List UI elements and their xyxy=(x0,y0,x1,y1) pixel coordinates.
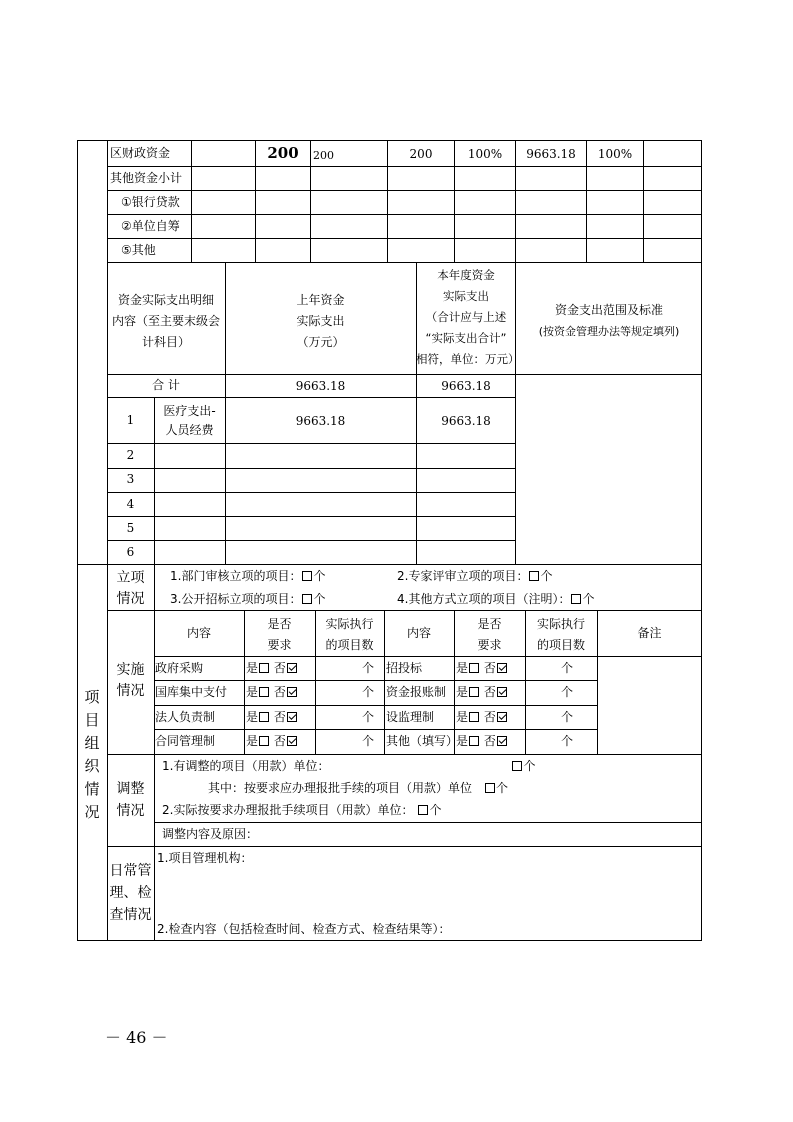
lixiang-item: 4.其他方式立项的项目（注明）： 个 xyxy=(397,592,595,606)
detail-header-content: 资金实际支出明细 内容（至主要末级会 计科目） xyxy=(111,293,220,349)
detail-header-prev-year: 上年资金 实际支出 （万元） xyxy=(296,293,345,349)
checkbox-yes[interactable] xyxy=(469,712,479,722)
shishi-header-content: 内容 xyxy=(406,626,431,640)
yes-no-choice: 是 否 xyxy=(456,685,508,700)
fund-source-label: ②单位自筹 xyxy=(121,219,180,233)
shishi-header-required: 是否 要求 xyxy=(267,617,292,652)
lixiang-label: 立项 情况 xyxy=(116,570,145,607)
fund-source-label: ①银行贷款 xyxy=(121,195,180,209)
shishi-item-label: 设监理制 xyxy=(386,710,435,724)
fund-value: 100% xyxy=(597,147,633,161)
checkbox-no-checked[interactable] xyxy=(287,663,297,673)
fund-value: 200 xyxy=(409,147,433,161)
checkbox[interactable] xyxy=(512,761,522,771)
shishi-header-content: 内容 xyxy=(186,626,211,640)
checkbox[interactable] xyxy=(571,594,581,604)
tiaozheng-line: 2.实际按要求办理报批手续项目（用款）单位： 个 xyxy=(162,803,442,817)
tiaozheng-line: 调整内容及原因： xyxy=(162,827,259,841)
checkbox-no-checked[interactable] xyxy=(497,663,507,673)
richang-line: 1.项目管理机构： xyxy=(157,851,253,865)
detail-header-scope: 资金支出范围及标准 (按资金管理办法等规定填列) xyxy=(538,303,680,338)
count-unit: 个 xyxy=(561,710,574,724)
checkbox[interactable] xyxy=(302,571,312,581)
fund-value: 100% xyxy=(467,147,503,161)
shishi-header-count: 实际执行 的项目数 xyxy=(536,617,585,652)
shishi-item-label: 其他（填写） xyxy=(386,734,459,748)
checkbox-yes[interactable] xyxy=(259,736,269,746)
checkbox[interactable] xyxy=(302,594,312,604)
shishi-item-label: 资金报账制 xyxy=(386,685,447,699)
count-unit: 个 xyxy=(561,661,574,675)
detail-row-prev: 9663.18 xyxy=(295,414,346,428)
richang-label: 日常管 理、检 查情况 xyxy=(109,863,152,923)
fund-source-label: ⑤其他 xyxy=(121,243,156,257)
checkbox-yes[interactable] xyxy=(259,687,269,697)
checkbox-no-checked[interactable] xyxy=(497,712,507,722)
lixiang-item: 2.专家评审立项的项目： 个 xyxy=(397,569,553,583)
yes-no-choice: 是 否 xyxy=(456,734,508,749)
checkbox-no-checked[interactable] xyxy=(287,712,297,722)
detail-row-no: 4 xyxy=(126,497,135,511)
checkbox-yes[interactable] xyxy=(259,712,269,722)
count-unit: 个 xyxy=(362,734,375,748)
count-unit: 个 xyxy=(561,734,574,748)
shishi-item-label: 法人负责制 xyxy=(155,710,216,724)
org-section-title: 项 目 组 织 情 况 xyxy=(84,688,100,821)
detail-row-no: 5 xyxy=(126,521,135,535)
fund-value: 200 xyxy=(313,149,334,162)
checkbox-no-checked[interactable] xyxy=(497,687,507,697)
fund-value: 9663.18 xyxy=(526,147,576,161)
yes-no-choice: 是 否 xyxy=(246,685,298,700)
shishi-label: 实施 情况 xyxy=(116,662,145,699)
count-unit: 个 xyxy=(362,685,375,699)
shishi-header-count: 实际执行 的项目数 xyxy=(325,617,374,652)
count-unit: 个 xyxy=(561,685,574,699)
shishi-item-label: 合同管理制 xyxy=(155,734,216,748)
detail-row-name: 医疗支出- 人员经费 xyxy=(163,404,216,437)
richang-line: 2.检查内容（包括检查时间、检查方式、检查结果等）： xyxy=(157,922,451,936)
checkbox-yes[interactable] xyxy=(469,736,479,746)
lixiang-item: 3.公开招标立项的项目： 个 xyxy=(170,592,326,606)
yes-no-choice: 是 否 xyxy=(456,661,508,676)
detail-header-curr-year: 本年度资金 实际支出 （合计应与上述 “实际支出合计” 相符，单位：万元） xyxy=(416,268,520,366)
count-unit: 个 xyxy=(362,661,375,675)
fund-source-label: 区财政资金 xyxy=(110,146,171,160)
detail-row-no: 6 xyxy=(126,545,135,559)
detail-total-curr: 9663.18 xyxy=(441,379,491,393)
tiaozheng-line: 其中：按要求应办理报批手续的项目（用款）单位 个 xyxy=(208,781,509,795)
checkbox[interactable] xyxy=(485,783,495,793)
detail-total-label: 合 计 xyxy=(152,378,180,392)
checkbox-no-checked[interactable] xyxy=(497,736,507,746)
detail-row-no: 2 xyxy=(126,448,135,462)
checkbox-yes[interactable] xyxy=(469,663,479,673)
yes-no-choice: 是 否 xyxy=(246,734,298,749)
checkbox[interactable] xyxy=(529,571,539,581)
count-unit: 个 xyxy=(362,710,375,724)
checkbox-yes[interactable] xyxy=(469,687,479,697)
detail-row-curr: 9663.18 xyxy=(441,414,491,428)
yes-no-choice: 是 否 xyxy=(246,661,298,676)
fund-source-label: 其他资金小计 xyxy=(110,171,183,185)
detail-row-no: 3 xyxy=(126,472,135,486)
shishi-header-required: 是否 要求 xyxy=(477,617,502,652)
lixiang-item: 1.部门审核立项的项目： 个 xyxy=(170,569,326,583)
detail-total-prev: 9663.18 xyxy=(295,379,346,393)
yes-no-choice: 是 否 xyxy=(246,710,298,725)
yes-no-choice: 是 否 xyxy=(456,710,508,725)
tiaozheng-line: 1.有调整的项目（用款）单位： 个 xyxy=(162,759,536,773)
tiaozheng-label: 调整 情况 xyxy=(116,781,145,819)
shishi-item-label: 国库集中支付 xyxy=(155,685,228,699)
fund-value: 200 xyxy=(267,144,299,162)
shishi-item-label: 招投标 xyxy=(386,661,423,675)
checkbox-no-checked[interactable] xyxy=(287,736,297,746)
shishi-header-note: 备注 xyxy=(637,626,662,640)
page-number: － 46 － xyxy=(105,1028,168,1047)
checkbox-yes[interactable] xyxy=(259,663,269,673)
checkbox[interactable] xyxy=(418,805,428,815)
shishi-item-label: 政府采购 xyxy=(155,661,204,675)
detail-row-no: 1 xyxy=(126,413,135,427)
checkbox-no-checked[interactable] xyxy=(287,687,297,697)
